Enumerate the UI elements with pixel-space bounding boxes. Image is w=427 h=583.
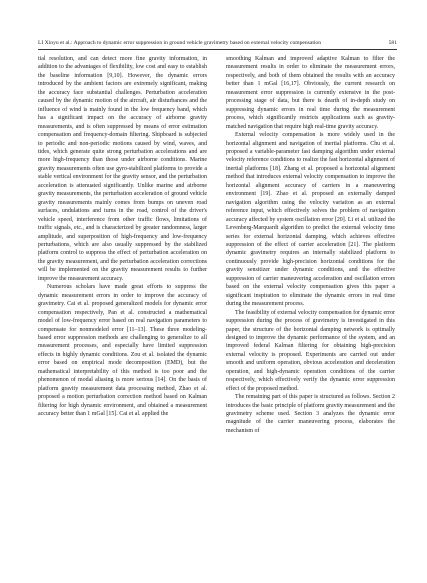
paragraph: External velocity compensation is more widely used in the horizontal alignment and navigation of inertial platforms. Chu et al. proposed a variable-parameter fast damping algorithm under external velocity reference conditions to realize the fast horizontal alignment of inertial platforms [18]. Zhang et al. proposed a horizontal alignment method that introduces external velocity compensation to improve the horizontal alignment accuracy of carriers in a maneuvering environment [19]. Zhao et al. proposed an externally damped navigation algorithm using the velocity variation as an external reference input, which effectively solves the problem of navigation accuracy affected by system oscillation error [20]. Li et al. utilized the Levenberg-Marquardt algorithm to predict the external velocity time series for external horizontal damping, which achieves effective suppression of the effect of carrier acceleration [21]. The platform dynamic gravimetry requires an internally stabilized platform to continuously provide high-precision horizontal conditions for the gravity sensitizer under dynamic conditions, and the effective suppression of carrier maneuvering acceleration and oscillation errors based on the external velocity compensation gives this paper a significant inspiration to eliminate the dynamic errors in real time during the measurement process. <box>226 132 395 308</box>
paragraph: tial resolution, and can detect more fine gravity information, in addition to the advantages of flexibility, low cost and easy to establish the baseline information [9,10]. However, the dynamic errors introduced by the ambient factors are extremely significant, making the accuracy face substantial challenges. Perturbation acceleration caused by the dynamic motion of the aircraft, air disturbances and the influence of wind is mainly found in the low frequency band, which has a significant impact on the accuracy of airborne gravity measurements, and is often suppressed by means of error estimation compensation and frequency-domain filtering. Shipboard is subjected to periodic and non-periodic motions caused by wind, waves, and tides, which generate quite strong perturbation accelerations and are more high-frequency than those under airborne conditions. Marine gravity measurements often use gyro-stabilized platforms to provide a stable vertical environment for the gravity sensor, and the perturbation acceleration is attenuated significantly. Unlike marine and airborne gravity measurements, the perturbation acceleration of ground vehicle gravity measurements mainly comes from bumps on uneven road surfaces, undulations and turns in the road, control of the driver's vehicle speed, interference from other traffic flows, limitations of traffic signals, etc., and is characterized by greater randomness, larger amplitude, and superposition of high-frequency and low-frequency perturbations, which are also usually suppressed by the stabilized platform control to suppress the effect of perturbation acceleration on the gravity measurement, and the perturbation acceleration corrections will be implemented on the gravity measurement results to further improve the measurement accuracy. <box>38 56 207 282</box>
paragraph: The feasibility of external velocity compensation for dynamic error suppression during the process of gravimetry is investigated in this paper, the structure of the horizontal damping network is optimally designed to improve the dynamic performance of the system, and an improved federal Kalman filtering for obtaining high-precision external velocity is proposed. Experiments are carried out under smooth and uniform operation, obvious acceleration and deceleration operation, and high-dynamic operation conditions of the carrier respectively, which effectively verify the dynamic error suppression effect of the proposed method. <box>226 309 395 392</box>
page-number: 581 <box>388 40 397 46</box>
paragraph: smoothing Kalman and improved adaptive Kalman to filter the measurement results in order to eliminate the measurement errors, respectively, and both of them obtained the results with an accuracy better than 1 mGal [16,17]. Obviously, the current research on measurement error suppression is currently extensive in the post-processing stage of data, but there is dearth of in-depth study on suppressing dynamic errors in real time during the measurement process, which significantly restricts applications such as gravity-matched navigation that require high real-time gravity accuracy. <box>226 56 395 130</box>
paragraph: The remaining part of this paper is structured as follows. Section 2 introduces the basic principle of platform gravity measurement and the gravimetry scheme used. Section 3 analyzes the dynamic error magnitude of the carrier maneuvering process, elaborates the mechanism of <box>226 394 395 434</box>
paragraph: Numerous scholars have made great efforts to suppress the dynamic measurement errors in order to improve the accuracy of gravimetry. Cai et al. proposed generalized models for dynamic error compensation respectively, Pan et al. constructed a mathematical model of low-frequency error based on real navigation parameters to compensate for nonmodeled error [11–13]. These three modeling-based error suppression methods are challenging to generalize to all measurement processes, and especially have limited suppression effects in highly dynamic conditions. Zou et al. isolated the dynamic error based on empirical mode decomposition (EMD), but the mathematical interpretability of this method is too poor and the phenomenon of modal aliasing is more serious [14]. On the basis of platform gravity measurement data processing method, Zhao et al. proposed a motion perturbation correction method based on Kalman filtering for high dynamic environment, and obtained a measurement accuracy better than 1 mGal [15]. Cai et al. applied the <box>38 284 207 418</box>
running-title: LI Xinyu et al.: Approach to dynamic error suppression in ground vehicle gravimetry based on external velocity compensation <box>38 40 322 46</box>
running-header <box>38 40 397 50</box>
right-column <box>226 55 395 435</box>
left-column <box>38 55 207 418</box>
